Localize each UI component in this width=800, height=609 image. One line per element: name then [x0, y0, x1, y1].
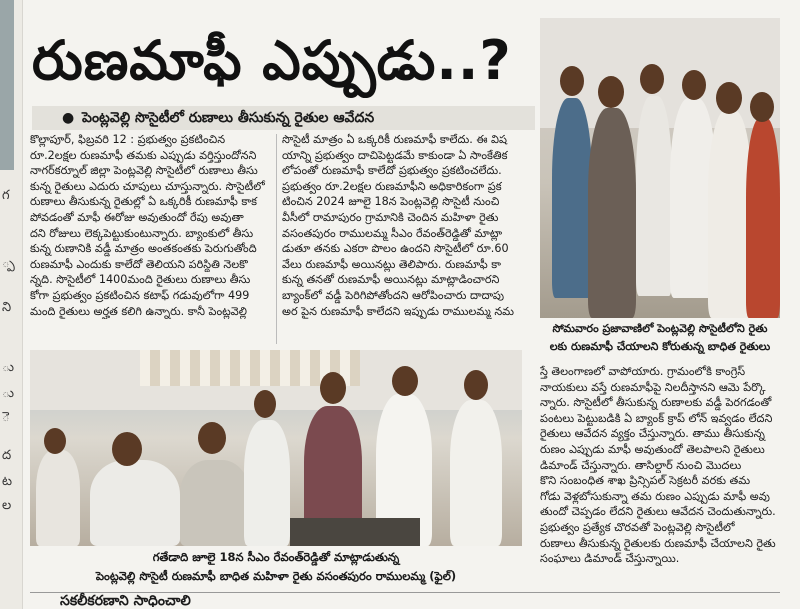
article-column-3 — [540, 364, 780, 567]
text-line: న్నారు. సొసైటీలో తీసుకున్న రుణాలకు వడ్డీ పెరగడంతో — [540, 396, 772, 410]
text-line: నాయకులు వస్తే రుణమాఫీపై నిలదీస్తానని ఆమె పేర్కొ — [540, 380, 766, 394]
text-line: పంటలు పెట్టుబడికి ఏ బ్యాంక్ క్రాప్ లోన్ ఇవ్వడం లేదని — [540, 411, 773, 425]
article-headline: రుణమాఫీ ఎప్పుడు..? — [32, 29, 512, 92]
article-column-2 — [282, 132, 532, 319]
caption-line: పెంట్లవెల్లి సొసైటీ రుణమాఫీ బాధిత మహిళా రైతు వసంతపురం రాములమ్మ (ఫైల్) — [95, 569, 457, 583]
person-head — [254, 390, 276, 418]
text-line: సంఘాలు డిమాండ్ చేస్తున్నాయి. — [540, 552, 680, 566]
person-head — [598, 76, 624, 108]
text-line: రుణాలు తీసుకున్న రైతుల్లో ఏ ఒక్కరికీ రుణమాఫీ కాక — [30, 195, 258, 209]
text-line: రూ.2లక్షల రుణమాఫీ తమకు ఎప్పుడు వర్తిస్తుందోనని — [30, 148, 257, 162]
person-head — [716, 82, 742, 114]
sub-headline-bar — [32, 106, 535, 130]
main-photo-caption — [30, 548, 522, 590]
person-head — [198, 422, 226, 454]
person-figure — [36, 450, 80, 546]
text-line: నాగర్‌కర్నూల్ జిల్లా పెంట్లవెల్లి సొసైటీలో రుణాలు తీసు — [30, 164, 258, 178]
strip-char: ు — [2, 360, 15, 375]
text-line: కోగా ప్రభుత్వం ప్రకటించిన కటాఫ్ గడువులోగా 499 — [30, 288, 250, 302]
text-line: కొల్లాపూర్, ఫిబ్రవరి 12 : ప్రభుత్వం ప్రకటించిన — [30, 133, 226, 146]
adjacent-photo-edge — [0, 0, 14, 170]
text-line: మంది రైతులు అర్హత కలిగి ఉన్నారు. కానీ పెంట్లవెల్లి — [30, 304, 247, 318]
text-line: డిమాండ్ చేస్తున్నారు. తాసిల్దార్ నుంచి మొదలు — [540, 458, 742, 472]
caption-line: సోమవారం ప్రజావాణిలో పెంట్లవెల్లి సొసైటీలోని రైతు — [552, 322, 768, 335]
text-line: టించిన 2024 జూలై 18న పెంట్లవెల్లి సొసైటీ నుంచి — [282, 195, 500, 209]
strip-char: గ — [2, 188, 10, 203]
caption-line: లకు రుణమాఫీ చేయాలని కోరుతున్న బాధిత రైతులు — [549, 340, 771, 353]
text-line: వీసీలో రామాపురం గ్రామానికి చెందిన మహిళా రైతు — [282, 210, 499, 224]
person-head — [640, 64, 664, 94]
text-line: అర పైన రుణమాఫీ కాలేదని ఇప్పుడు రాములమ్మ నమ — [282, 304, 515, 318]
person-figure — [746, 118, 780, 318]
person-figure — [636, 96, 672, 296]
text-line: లోపంతో రుణమాఫీ కాలేదో ప్రభుత్వం ప్రకటించలేదు. — [282, 164, 502, 178]
text-line: రుణమాఫీ ఎందుకు కాలేదో తెలియని పరిస్థితి నెలకొ — [30, 257, 248, 271]
text-line: కొని సంబంధిత శాఖ ప్రిన్సిపల్ సెక్రటరీ వరకు తమ — [540, 474, 751, 488]
meeting-photo — [30, 350, 522, 546]
text-line: కున్న తనతో రుణమాఫీ అయినట్లు మాట్లాడించారని — [282, 273, 500, 287]
person-figure — [180, 460, 250, 546]
text-line: వేలు రుణమాఫీ అయినట్లు తెలిపారు. రుణమాఫీ కా — [282, 257, 501, 271]
strip-char: ్ప — [2, 256, 15, 271]
text-line: గోడు వెళ్లబోసుకున్నా తమ రుణం ఎప్పుడు మాఫీ అవు — [540, 489, 770, 503]
strip-char: ె — [2, 410, 10, 425]
bullet-icon: ● — [62, 110, 75, 126]
person-figure — [244, 420, 290, 546]
text-line: కున్న రుణానికి వడ్డీ మాత్రం అంతకంతకు పెరుగుతోంది — [30, 242, 257, 256]
person-figure — [552, 98, 592, 298]
text-line: వసంతపురం రాములమ్మ సీఎం రేవంత్‌రెడ్డితో మాట్లా — [282, 226, 503, 240]
person-figure — [90, 460, 180, 546]
person-head — [682, 70, 706, 100]
sub-headline-text: పెంట్లవెల్లి సొసైటీలో రుణాలు తీసుకున్న రైతుల ఆవేదన — [82, 110, 375, 126]
strip-char: ు — [2, 386, 15, 401]
caption-line: గతేడాది జూలై 18న సీఎం రేవంత్‌రెడ్డితో మాట్లాడుతున్న — [152, 550, 400, 564]
text-line: ప్రభుత్వం ప్రత్యేక చొరవతో పెంట్లవెల్లి సొసైటీలో — [540, 520, 735, 534]
person-head — [560, 66, 584, 96]
person-figure — [588, 108, 636, 318]
text-line: రుణాలు తీసుకున్న రైతులకు రుణమాఫీ చేయాలని రైతు — [540, 536, 776, 550]
person-head — [464, 370, 488, 400]
next-article-headline: సకలీకరణాని సాధించాలి — [60, 593, 191, 609]
table — [290, 518, 420, 546]
text-line: పోవడంతో మాఫీ ఈరోజు అవుతుందో రేపు అవుతా — [30, 210, 244, 224]
strip-char: ద — [2, 448, 12, 463]
text-line: బ్యాంక్‌లో వడ్డీ పెరిగిపోతోందని ఆరోపించారు దాదాపు — [282, 288, 505, 302]
text-line: కున్న రైతులు ఎదురు చూపులు చూస్తున్నారు. సొసైటీలో — [30, 179, 265, 193]
text-line: తుందో చెప్పడం లేదని రైతులు ఆవేదన చెందుతున్నారు. — [540, 505, 776, 519]
person-figure — [450, 400, 502, 546]
side-photo-caption — [540, 320, 780, 360]
person-head — [320, 372, 346, 404]
text-line: ప్రభుత్వం రూ.2లక్షల రుణమాఫీని అధికారికంగా ప్రక — [282, 179, 502, 193]
article-column-1 — [30, 132, 270, 319]
person-head — [392, 366, 418, 396]
text-line: రైతులు ఆవేదన వ్యక్తం చేస్తున్నారు. తాము తీసుకున్న — [540, 427, 765, 441]
text-line: డుతూ తనకు ఎకరా పొలం ఉందని సొసైటీలో రూ.60 — [282, 242, 509, 256]
column-divider — [276, 134, 277, 344]
text-line: న్నది. సొసైటీలో 1400మంది రైతులు రుణాలు తీసు — [30, 273, 251, 287]
strip-char: ల — [2, 498, 12, 513]
adjacent-page-strip — [0, 0, 23, 609]
text-line: స్తే తెలంగాణలో వాపోయారు. గ్రామంలోకి కాంగ్రెస్ — [540, 365, 746, 378]
person-head — [44, 428, 66, 454]
farmers-group-photo — [540, 18, 780, 318]
text-line: సొసైటీ మాత్రం ఏ ఒక్కరికీ రుణమాఫీ కాలేదు. ఈ విష — [282, 133, 507, 146]
text-line: రుణం ఎప్పుడు మాఫీ అవుతుందో తెలపాలని రైతులు — [540, 442, 765, 456]
person-head — [750, 92, 774, 122]
strip-char: ని — [2, 300, 12, 315]
person-head — [112, 432, 142, 466]
text-line: దని రోజులు లెక్కపెట్టుకుంటున్నారు. బ్యాంకులో తీసు — [30, 226, 254, 240]
strip-char: ట — [2, 474, 13, 489]
text-line: యాన్ని ప్రభుత్వం దాచిపెట్టడమే కాకుండా ఏ సాంకేతిక — [282, 148, 508, 162]
